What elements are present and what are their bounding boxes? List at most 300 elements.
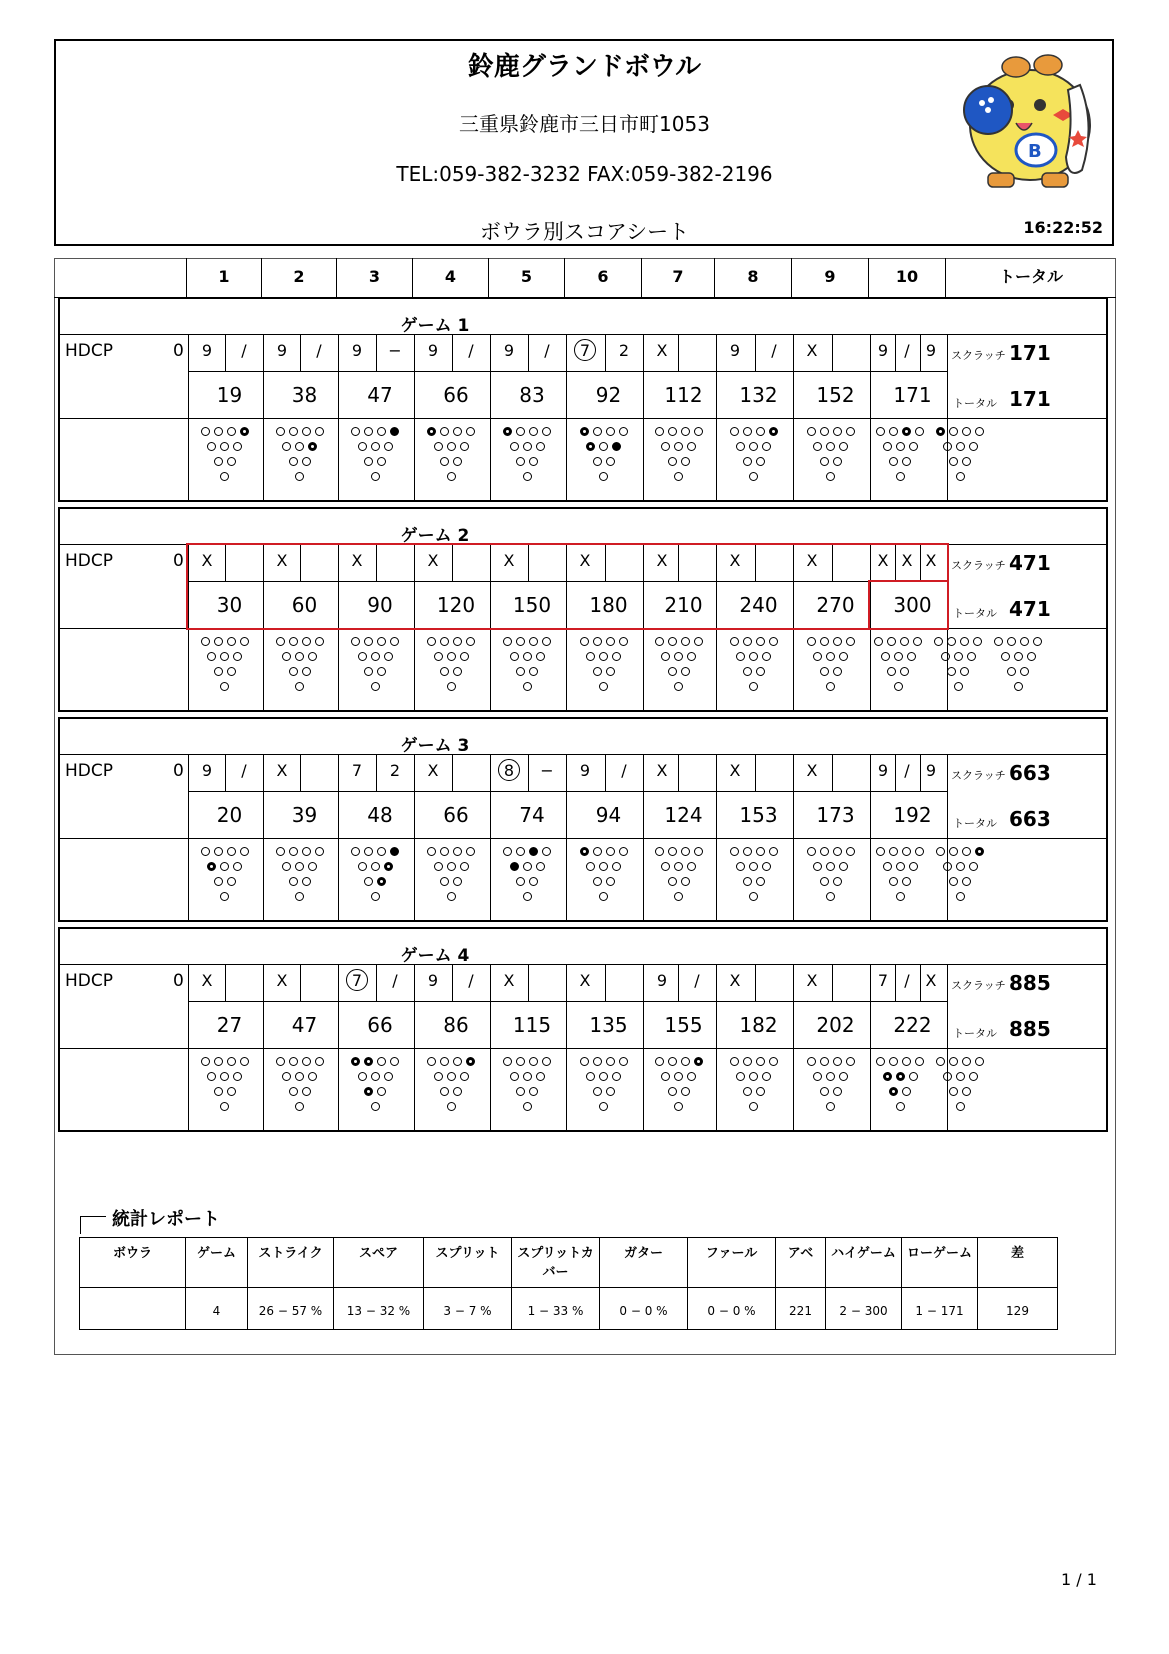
pin <box>756 457 765 466</box>
pin <box>214 667 223 676</box>
roll: X <box>901 551 913 570</box>
pin <box>883 1072 892 1081</box>
pin <box>220 892 229 901</box>
pin <box>593 877 602 886</box>
pin <box>207 652 216 661</box>
frame-score: 47 <box>291 1013 318 1037</box>
pin <box>969 862 978 871</box>
pin <box>813 862 822 871</box>
sheet-title: ボウラ別スコアシート <box>479 220 690 244</box>
pin <box>743 1087 752 1096</box>
grid-line <box>605 964 606 1001</box>
pin <box>351 1057 360 1066</box>
stats-header-row <box>80 1238 1058 1288</box>
frame-number-8: 8 <box>714 258 791 298</box>
pin <box>384 442 393 451</box>
roll: / <box>904 341 910 360</box>
pin <box>902 1087 911 1096</box>
pin <box>586 862 595 871</box>
perfect-score-highlight <box>868 580 949 630</box>
roll: X <box>276 761 288 780</box>
grid-line <box>452 754 453 791</box>
pin <box>826 472 835 481</box>
game-box-1 <box>58 297 1108 502</box>
frame-score: 86 <box>443 1013 469 1037</box>
pin <box>846 427 855 436</box>
roll: / <box>468 971 474 990</box>
roll: / <box>621 761 627 780</box>
pin <box>289 847 298 856</box>
pin <box>214 847 223 856</box>
pin <box>295 472 304 481</box>
frame-score: 19 <box>216 383 243 407</box>
pin <box>529 637 538 646</box>
pin <box>762 1072 771 1081</box>
scratch-label: スクラッチ <box>951 769 1006 782</box>
grid-line <box>643 964 644 1132</box>
roll: X <box>276 551 288 570</box>
pin <box>606 667 615 676</box>
pin <box>295 442 304 451</box>
pin <box>874 637 883 646</box>
pin <box>371 862 380 871</box>
pin <box>909 442 918 451</box>
stats-bracket <box>80 1216 81 1234</box>
pin <box>220 862 229 871</box>
stats-header-9: ハイゲーム <box>826 1238 902 1288</box>
pin <box>807 637 816 646</box>
roll <box>840 759 862 783</box>
frame-score: 300 <box>893 593 932 617</box>
roll: / <box>316 341 322 360</box>
scratch-value: 471 <box>1009 551 1051 575</box>
pin <box>694 637 703 646</box>
roll: 9 <box>201 341 213 360</box>
pin <box>730 847 739 856</box>
pin <box>308 862 317 871</box>
roll: X <box>656 761 668 780</box>
pin <box>949 847 958 856</box>
roll: 9 <box>201 761 213 780</box>
pin <box>826 652 835 661</box>
pin <box>661 652 670 661</box>
pin <box>447 1102 456 1111</box>
pin <box>593 637 602 646</box>
pin <box>756 637 765 646</box>
hdcp-label: HDCP <box>65 761 113 781</box>
grid-line <box>870 754 871 922</box>
pin <box>833 667 842 676</box>
roll: X <box>729 761 741 780</box>
grid-line <box>60 334 1106 335</box>
pin <box>593 667 602 676</box>
pin <box>580 637 589 646</box>
pin <box>466 1057 475 1066</box>
pin <box>749 892 758 901</box>
pin <box>599 442 608 451</box>
pin <box>681 1087 690 1096</box>
grid-line <box>60 838 1106 839</box>
roll: 9 <box>877 341 889 360</box>
pin <box>599 862 608 871</box>
grid-line <box>338 754 339 922</box>
pin <box>599 652 608 661</box>
pin <box>529 1087 538 1096</box>
pin <box>466 637 475 646</box>
pin <box>936 847 945 856</box>
pin <box>351 847 360 856</box>
pin <box>949 1057 958 1066</box>
grid-line <box>263 754 264 922</box>
pin <box>826 862 835 871</box>
pin <box>295 1102 304 1111</box>
grid-line <box>605 754 606 791</box>
pin <box>668 637 677 646</box>
pin <box>902 427 911 436</box>
pin <box>606 1087 615 1096</box>
pin <box>736 442 745 451</box>
grid-line <box>947 334 948 418</box>
roll <box>574 339 596 363</box>
grid-line <box>716 964 717 1132</box>
pin <box>913 637 922 646</box>
roll: X <box>729 971 741 990</box>
pin <box>440 637 449 646</box>
grid-line <box>225 964 226 1001</box>
pin <box>308 442 317 451</box>
grid-line <box>300 754 301 791</box>
frame-number-2: 2 <box>261 258 336 298</box>
pin <box>900 637 909 646</box>
stats-header-0: ボウラ <box>80 1238 186 1288</box>
pin <box>833 1087 842 1096</box>
pin <box>681 1057 690 1066</box>
pin <box>956 442 965 451</box>
roll: / <box>468 341 474 360</box>
pin <box>934 637 943 646</box>
pin <box>820 457 829 466</box>
frame-score: 83 <box>519 383 545 407</box>
pin <box>220 652 229 661</box>
pin <box>967 652 976 661</box>
pin <box>889 427 898 436</box>
pin <box>681 457 690 466</box>
pin <box>434 862 443 871</box>
pin <box>839 442 848 451</box>
pin <box>308 1072 317 1081</box>
pin <box>1020 667 1029 676</box>
pin <box>730 637 739 646</box>
grid-line <box>188 754 189 922</box>
pin <box>282 652 291 661</box>
roll <box>308 759 330 783</box>
pin <box>542 1057 551 1066</box>
pin <box>351 637 360 646</box>
pin <box>973 637 982 646</box>
scratch-label: スクラッチ <box>951 349 1006 362</box>
pin <box>529 667 538 676</box>
pin <box>943 862 952 871</box>
grid-line <box>755 334 756 371</box>
frame-score: 124 <box>664 803 703 827</box>
alley-name: 鈴鹿グランドボウル <box>467 52 702 82</box>
pin <box>1033 637 1042 646</box>
pin <box>736 652 745 661</box>
pin <box>542 847 551 856</box>
pin <box>377 877 386 886</box>
pin <box>749 1072 758 1081</box>
pin <box>668 877 677 886</box>
pin <box>896 1102 905 1111</box>
pin <box>453 847 462 856</box>
pin <box>846 637 855 646</box>
pin <box>668 1057 677 1066</box>
pin <box>377 1057 386 1066</box>
pin <box>536 1072 545 1081</box>
roll: / <box>904 971 910 990</box>
pin <box>302 667 311 676</box>
grid-line <box>566 334 567 502</box>
pin <box>434 442 443 451</box>
pin <box>440 847 449 856</box>
pin <box>820 427 829 436</box>
pin <box>668 457 677 466</box>
pin <box>896 472 905 481</box>
frame-score: 30 <box>216 593 243 617</box>
stats-header-1: ゲーム <box>186 1238 248 1288</box>
stats-header-11: 差 <box>978 1238 1058 1288</box>
pin <box>282 1072 291 1081</box>
split-mark: 8 <box>498 759 520 781</box>
pin <box>227 1087 236 1096</box>
pin <box>956 1072 965 1081</box>
pin <box>371 682 380 691</box>
roll <box>763 969 785 993</box>
grid-line <box>60 1048 1106 1049</box>
pin <box>846 847 855 856</box>
pin <box>529 427 538 436</box>
pin <box>240 427 249 436</box>
roll: 9 <box>351 341 363 360</box>
pin <box>289 637 298 646</box>
pin <box>681 667 690 676</box>
pin <box>516 427 525 436</box>
frame-score: 240 <box>739 593 778 617</box>
stats-header-6: ガター <box>600 1238 688 1288</box>
scratch-value: 171 <box>1009 341 1051 365</box>
pin <box>516 847 525 856</box>
roll: − <box>388 341 402 360</box>
roll: X <box>503 551 515 570</box>
pin <box>227 877 236 886</box>
stats-value-6: 0 − 0 % <box>600 1288 688 1330</box>
grid-line <box>490 964 491 1132</box>
pin <box>503 1057 512 1066</box>
pin <box>889 457 898 466</box>
frame-header-total: トータル <box>945 258 1116 298</box>
pin <box>593 1057 602 1066</box>
scratch-value: 663 <box>1009 761 1051 785</box>
pin <box>681 637 690 646</box>
total-label: トータル <box>953 397 997 410</box>
roll: 9 <box>877 761 889 780</box>
pin <box>523 1102 532 1111</box>
roll: X <box>729 551 741 570</box>
pin <box>833 877 842 886</box>
pin <box>826 682 835 691</box>
pin <box>756 667 765 676</box>
pin <box>936 427 945 436</box>
pin <box>668 427 677 436</box>
pin <box>889 1057 898 1066</box>
roll: − <box>540 761 554 780</box>
pin <box>907 652 916 661</box>
roll <box>460 759 482 783</box>
pin <box>377 1087 386 1096</box>
pin <box>1020 637 1029 646</box>
roll: X <box>806 341 818 360</box>
pin <box>427 847 436 856</box>
hdcp-label: HDCP <box>65 551 113 571</box>
pin <box>655 427 664 436</box>
frame-score: 202 <box>816 1013 855 1037</box>
pin <box>364 637 373 646</box>
pin <box>440 877 449 886</box>
stats-value-7: 0 − 0 % <box>688 1288 776 1330</box>
pin <box>227 457 236 466</box>
stats-header-4: スプリット <box>424 1238 512 1288</box>
roll: X <box>427 551 439 570</box>
roll: X <box>925 971 937 990</box>
pin <box>762 442 771 451</box>
pin <box>674 652 683 661</box>
grid-line <box>678 964 679 1001</box>
grid-line <box>338 334 339 502</box>
roll: X <box>351 551 363 570</box>
roll: / <box>544 341 550 360</box>
stats-value-0 <box>80 1288 186 1330</box>
stats-value-11: 129 <box>978 1288 1058 1330</box>
pin <box>233 652 242 661</box>
roll <box>346 969 368 993</box>
pin <box>371 1102 380 1111</box>
roll: 9 <box>276 341 288 360</box>
roll: / <box>392 971 398 990</box>
stats-value-5: 1 − 33 % <box>512 1288 600 1330</box>
frame-score: 132 <box>739 383 778 407</box>
pin <box>593 427 602 436</box>
frame-score: 48 <box>367 803 393 827</box>
pin <box>960 667 969 676</box>
pin <box>826 1072 835 1081</box>
pin <box>969 1072 978 1081</box>
pin <box>227 667 236 676</box>
hdcp-value: 0 <box>173 971 184 991</box>
pin <box>377 457 386 466</box>
roll: X <box>925 551 937 570</box>
scratch-label: スクラッチ <box>951 979 1006 992</box>
roll: X <box>276 971 288 990</box>
pin <box>730 427 739 436</box>
pin <box>460 652 469 661</box>
pin <box>655 1057 664 1066</box>
pin <box>289 457 298 466</box>
pin <box>516 457 525 466</box>
pin <box>371 472 380 481</box>
game-title: ゲーム 2 <box>400 526 470 546</box>
pin <box>295 892 304 901</box>
pin <box>510 652 519 661</box>
pin <box>516 637 525 646</box>
pin <box>687 442 696 451</box>
pin <box>466 847 475 856</box>
pin <box>233 1072 242 1081</box>
pin <box>295 682 304 691</box>
pin <box>949 1087 958 1096</box>
pin <box>694 1057 703 1066</box>
pin <box>655 637 664 646</box>
frame-score: 152 <box>816 383 855 407</box>
pin <box>220 1072 229 1081</box>
pin <box>523 862 532 871</box>
pin <box>302 1057 311 1066</box>
frame-score: 135 <box>589 1013 628 1037</box>
roll: 9 <box>656 971 668 990</box>
pin <box>736 862 745 871</box>
pin <box>227 637 236 646</box>
grid-line <box>60 418 1106 419</box>
pin <box>371 652 380 661</box>
pin <box>883 442 892 451</box>
pin <box>902 457 911 466</box>
pin <box>240 847 249 856</box>
grid-line <box>188 334 189 502</box>
pin <box>889 1087 898 1096</box>
pin <box>302 847 311 856</box>
alley-address: 三重県鈴鹿市三日市町1053 <box>459 112 710 136</box>
pin <box>371 442 380 451</box>
pin <box>896 862 905 871</box>
frame-score: 173 <box>816 803 855 827</box>
grid-line <box>793 754 794 922</box>
pin <box>453 1087 462 1096</box>
roll <box>686 339 708 363</box>
pin <box>947 637 956 646</box>
roll: 9 <box>427 341 439 360</box>
pin <box>440 667 449 676</box>
roll: X <box>656 341 668 360</box>
grid-line <box>643 334 644 502</box>
pin <box>214 877 223 886</box>
pin <box>227 427 236 436</box>
grid-line <box>678 754 679 791</box>
pin <box>523 652 532 661</box>
pin <box>749 652 758 661</box>
pin <box>503 847 512 856</box>
pin <box>756 1087 765 1096</box>
pin <box>956 892 965 901</box>
pin <box>896 442 905 451</box>
frame-number-3: 3 <box>336 258 412 298</box>
pin <box>612 862 621 871</box>
game-title: ゲーム 3 <box>400 736 470 756</box>
stats-heading: 統計レポート <box>112 1209 220 1230</box>
pin <box>599 472 608 481</box>
pin <box>529 1057 538 1066</box>
pin <box>896 892 905 901</box>
pin <box>599 892 608 901</box>
frame-score: 270 <box>816 593 855 617</box>
